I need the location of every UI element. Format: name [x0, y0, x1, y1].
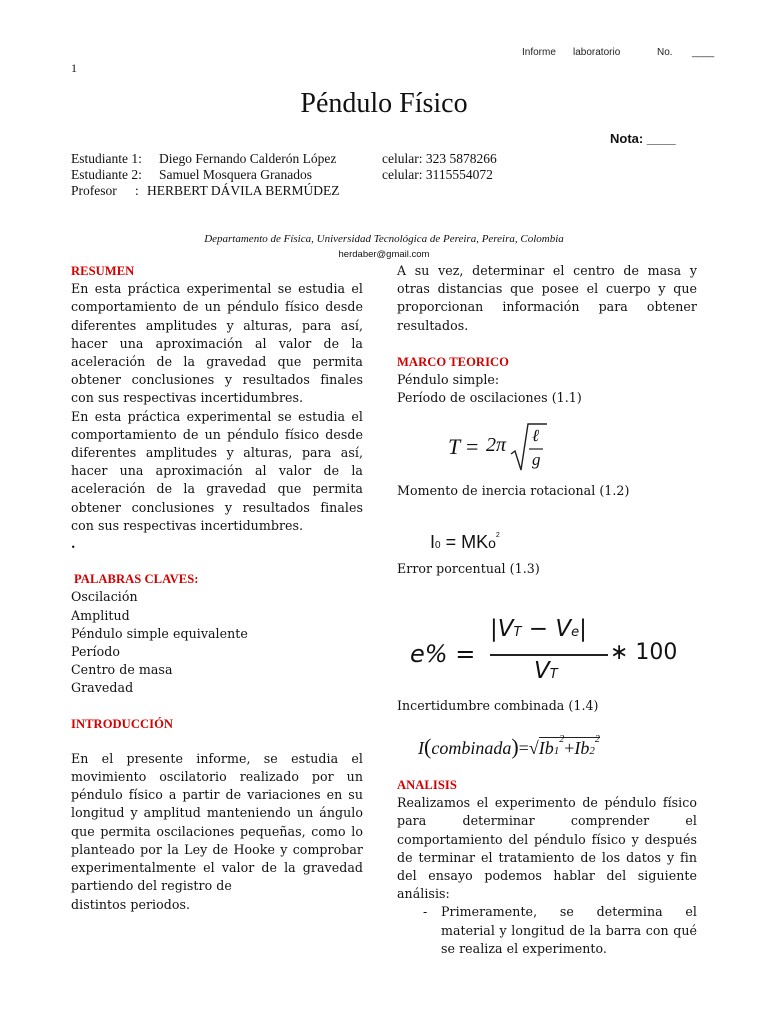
- introduction-paragraph: En el presente informe, se estudia el movimiento oscilatorio realizado por un péndulo físico a partir de variaciones en su longitud y amplitud manteniendo un ángulo que permita oscilaciones pequeñas, como lo planteado por la Ley de Hooke y comprobar experimentalmente el valor de la gravedad partiendo del registro de: [71, 750, 363, 894]
- introduction-last-line: distintos periodos.: [71, 896, 191, 912]
- formula-inertia-sup: 2: [495, 532, 500, 539]
- keyword-item: Amplitud: [71, 607, 130, 623]
- student-2-phone: celular: 3115554072: [382, 167, 493, 182]
- error-formula: [410, 612, 680, 692]
- student-2-name: Samuel Mosquera Granados: [159, 167, 312, 182]
- inertia-formula: [430, 532, 500, 553]
- analysis-paragraph: Realizamos el experimento de péndulo físico para determinar comprender el comportamiento del péndulo físico y después de terminar el tratamiento de los datos y fin del ensayo podemos hablar del siguiente análisis:: [397, 795, 697, 902]
- professor-label: Profesor: [71, 183, 117, 198]
- formula-error-denominator: [534, 658, 558, 684]
- formula-comb-text: combinada: [431, 738, 512, 758]
- header-laboratorio: laboratorio: [573, 47, 621, 58]
- formula-period-eq: =: [466, 434, 479, 459]
- bullet-dash: -: [423, 904, 428, 920]
- right-column-part-2: [397, 482, 697, 500]
- formula-comb-plus: +: [564, 738, 575, 758]
- professor-separator: :: [135, 183, 139, 198]
- formula-inertia-subo: o: [488, 535, 496, 551]
- right-column: [397, 262, 697, 407]
- department-affiliation: Departamento de Física, Universidad Tecnológica de Pereira, Pereira, Colombia: [204, 233, 564, 245]
- simple-pendulum-label: Péndulo simple:: [397, 372, 500, 388]
- combined-uncertainty-formula: $I(combinada)=√Ib1^2+Ib2^2$: [418, 734, 600, 759]
- keyword-item: Gravedad: [71, 680, 134, 696]
- introduction-heading: INTRODUCCIÓN: [71, 716, 174, 731]
- left-column: [71, 262, 363, 914]
- formula-comb-sq1: 2: [559, 734, 565, 745]
- formula-error-den: V: [534, 658, 550, 684]
- period-label: Período de oscilaciones (1.1): [397, 390, 582, 406]
- moment-inertia-label: Momento de inercia rotacional (1.2): [397, 483, 630, 498]
- page-number: 1: [71, 61, 77, 75]
- keyword-item: Péndulo simple equivalente: [71, 625, 248, 641]
- student-2-label: Estudiante 2:: [71, 167, 142, 182]
- formula-error-num-end: |: [579, 616, 587, 642]
- bullet-text: Primeramente, se determina el material y longitud de la barra con qué se realiza el experimento.: [441, 904, 697, 956]
- page-title: Péndulo Físico: [300, 88, 468, 119]
- marco-teorico-heading: MARCO TEORICO: [397, 354, 510, 369]
- analysis-block: [397, 776, 697, 958]
- fraction-bar: [490, 654, 608, 656]
- formula-comb-i: I: [418, 738, 424, 758]
- combined-uncertainty-label: Incertidumbre combinada (1.4): [397, 698, 599, 713]
- formula-error-minus: − V: [521, 616, 572, 642]
- formula-period-den: g: [532, 450, 541, 469]
- formula-error-mult: ∗ 100: [610, 640, 678, 665]
- formula-error-num-a: |V: [490, 616, 514, 642]
- student-1-name: Diego Fernando Calderón López: [159, 151, 337, 166]
- formula-comb-sub1: 1: [553, 745, 560, 757]
- formula-inertia-eq: = MK: [440, 532, 489, 552]
- resumen-paragraph-2: En esta práctica experimental se estudia el comportamiento de un péndulo físico desde diferentes amplitudes y alturas, para así, hacer una aproximación al valor de la aceleración de la gravedad que permita obtener conclusiones y resultados finales con sus respectivas incertidumbres.: [71, 408, 363, 533]
- combined-uncertainty-block: [397, 697, 697, 715]
- header-number-blank: ____: [692, 47, 715, 58]
- formula-error-numerator: [490, 616, 587, 642]
- keyword-item: Centro de masa: [71, 662, 173, 678]
- resumen-heading: RESUMEN: [71, 264, 135, 278]
- formula-period-num: ℓ: [532, 426, 540, 445]
- student-1-label: Estudiante 1:: [71, 151, 142, 166]
- keyword-item: Período: [71, 644, 120, 660]
- header-number-label: No.: [657, 47, 673, 58]
- period-formula: [448, 420, 558, 480]
- error-label: Error porcentual (1.3): [397, 561, 540, 576]
- resumen-dot: .: [71, 536, 76, 552]
- formula-comb-ib2: Ib: [574, 738, 590, 758]
- formula-inertia-i: I: [430, 532, 436, 552]
- formula-comb-eq: =: [518, 738, 529, 758]
- continuation-paragraph: A su vez, determinar el centro de masa y otras distancias que posee el cuerpo y que proporcionan información para obtener resultados.: [397, 263, 697, 333]
- radical-sign: [510, 422, 548, 474]
- formula-error-den-sub: T: [549, 667, 558, 682]
- formula-comb-sub2: 2: [589, 745, 595, 757]
- formula-error-sub-e: e: [571, 625, 580, 640]
- grade-field: Nota: ____: [610, 131, 676, 146]
- error-label-block: [397, 560, 697, 578]
- keywords-list: [71, 588, 363, 697]
- formula-comb-sq2: 2: [594, 734, 600, 745]
- resumen-paragraph-1: En esta práctica experimental se estudia el comportamiento de un péndulo físico desde diferentes amplitudes y alturas, para así, hacer una aproximación al valor de la aceleración de la gravedad que permita obtener conclusiones y resultados finales con sus respectivas incertidumbres.: [71, 281, 363, 406]
- formula-inertia-sub0: 0: [435, 540, 441, 551]
- analysis-bullet: [397, 903, 697, 958]
- header-informe: Informe: [522, 47, 556, 58]
- professor-name: HERBERT DÁVILA BERMÚDEZ: [147, 183, 340, 198]
- contact-email: herdaber@gmail.com: [338, 249, 430, 260]
- analysis-heading: ANALISIS: [397, 778, 457, 792]
- formula-error-lhs: e% =: [410, 640, 476, 668]
- keywords-heading: PALABRAS CLAVES:: [74, 572, 199, 587]
- formula-error-sub-t: T: [513, 625, 522, 640]
- keyword-item: Oscilación: [71, 589, 138, 605]
- student-1-phone: celular: 323 5878266: [382, 151, 497, 166]
- formula-period-lhs: T: [448, 434, 461, 459]
- formula-comb-ib1: Ib: [538, 738, 554, 758]
- formula-period-coef: 2π: [486, 434, 507, 456]
